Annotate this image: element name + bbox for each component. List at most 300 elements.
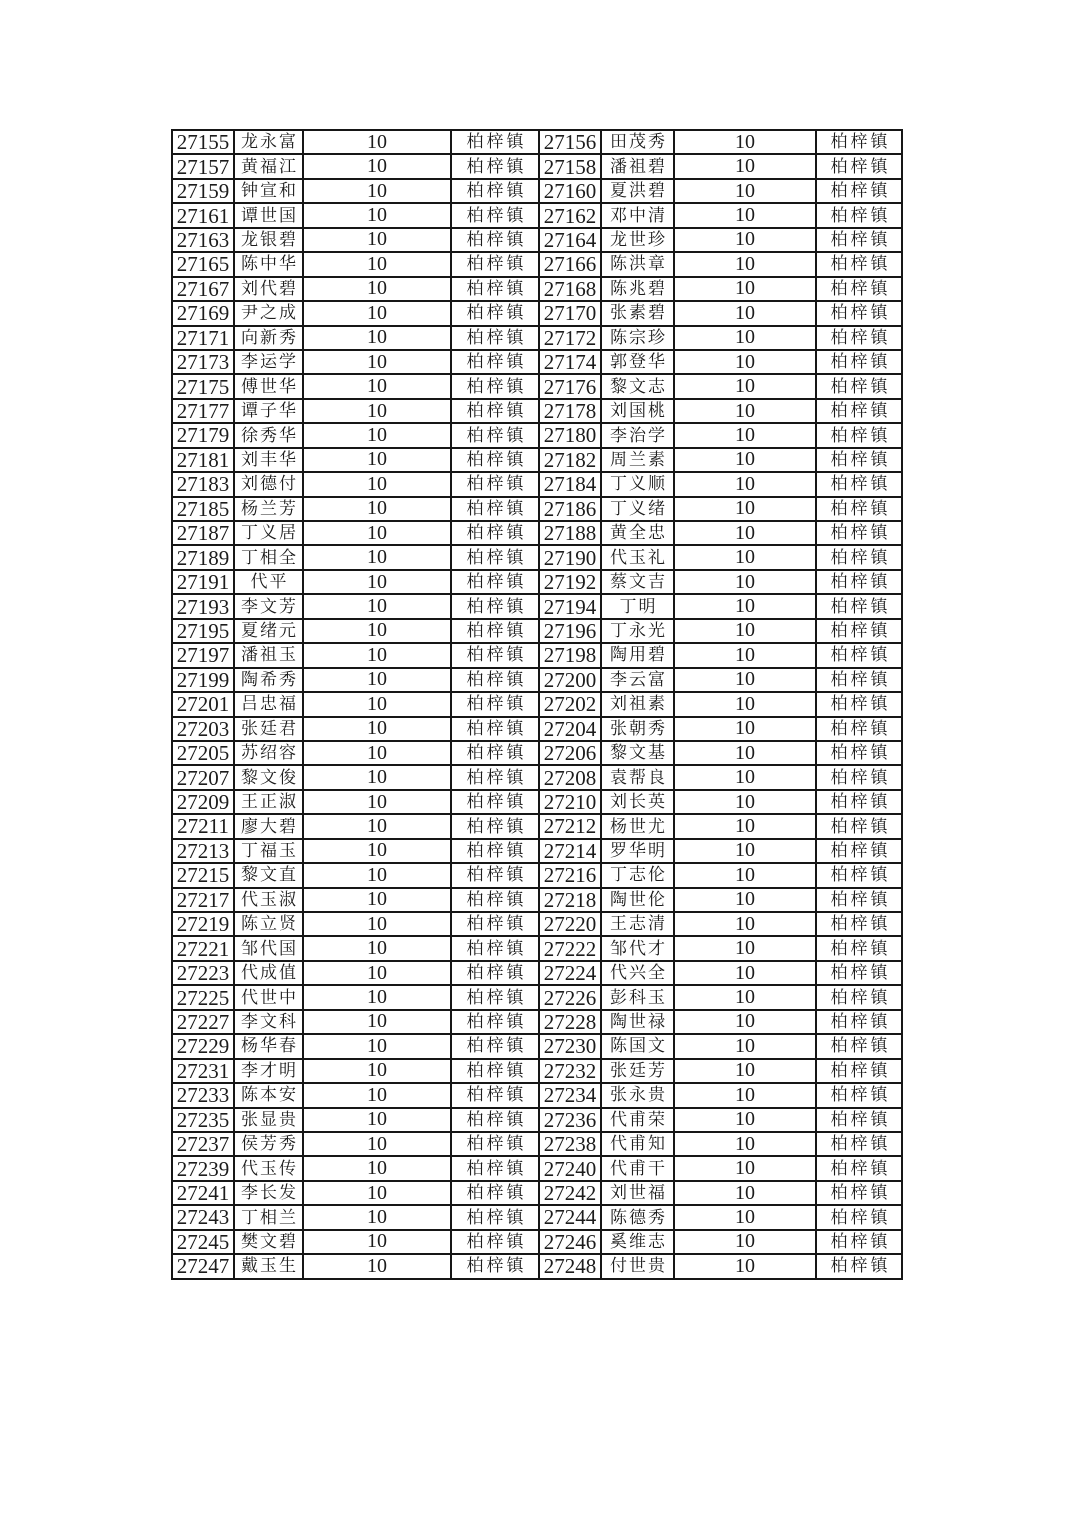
right-record-id-cell: 27236 xyxy=(539,1108,601,1132)
left-record-id-cell: 27181 xyxy=(172,448,234,472)
table-row xyxy=(172,1230,902,1254)
right-town-cell: 柏梓镇 xyxy=(816,1156,902,1180)
right-amount-cell: 10 xyxy=(674,130,816,154)
left-town-cell: 柏梓镇 xyxy=(451,888,539,912)
left-town-cell: 柏梓镇 xyxy=(451,570,539,594)
right-person-name-cell: 邓中清 xyxy=(601,203,674,227)
left-record-id-cell: 27247 xyxy=(172,1254,234,1278)
left-record-id-cell: 27157 xyxy=(172,154,234,178)
left-person-name-cell: 李文芳 xyxy=(234,594,303,618)
left-town-cell: 柏梓镇 xyxy=(451,936,539,960)
right-record-id-cell: 27212 xyxy=(539,814,601,838)
left-amount-cell: 10 xyxy=(303,619,451,643)
right-person-name-cell: 陈兆碧 xyxy=(601,277,674,301)
right-amount-cell: 10 xyxy=(674,277,816,301)
right-person-name-cell: 张朝秀 xyxy=(601,717,674,741)
left-person-name-cell: 樊文碧 xyxy=(234,1230,303,1254)
left-record-id-cell: 27163 xyxy=(172,228,234,252)
right-town-cell: 柏梓镇 xyxy=(816,472,902,496)
right-record-id-cell: 27186 xyxy=(539,497,601,521)
left-town-cell: 柏梓镇 xyxy=(451,350,539,374)
right-amount-cell: 10 xyxy=(674,863,816,887)
left-record-id-cell: 27241 xyxy=(172,1181,234,1205)
right-amount-cell: 10 xyxy=(674,790,816,814)
left-amount-cell: 10 xyxy=(303,668,451,692)
table-row xyxy=(172,1132,902,1156)
left-amount-cell: 10 xyxy=(303,888,451,912)
table-row xyxy=(172,472,902,496)
right-amount-cell: 10 xyxy=(674,545,816,569)
left-person-name-cell: 代玉传 xyxy=(234,1156,303,1180)
left-person-name-cell: 陈立贤 xyxy=(234,912,303,936)
left-amount-cell: 10 xyxy=(303,1083,451,1107)
right-amount-cell: 10 xyxy=(674,570,816,594)
table-row xyxy=(172,448,902,472)
left-amount-cell: 10 xyxy=(303,154,451,178)
left-person-name-cell: 傅世华 xyxy=(234,374,303,398)
right-person-name-cell: 奚维志 xyxy=(601,1230,674,1254)
right-person-name-cell: 丁永光 xyxy=(601,619,674,643)
left-record-id-cell: 27233 xyxy=(172,1083,234,1107)
left-town-cell: 柏梓镇 xyxy=(451,399,539,423)
right-person-name-cell: 龙世珍 xyxy=(601,228,674,252)
right-person-name-cell: 陈宗珍 xyxy=(601,326,674,350)
right-amount-cell: 10 xyxy=(674,399,816,423)
table-row xyxy=(172,545,902,569)
left-record-id-cell: 27235 xyxy=(172,1108,234,1132)
left-town-cell: 柏梓镇 xyxy=(451,765,539,789)
table-row xyxy=(172,1059,902,1083)
left-person-name-cell: 陈中华 xyxy=(234,252,303,276)
right-town-cell: 柏梓镇 xyxy=(816,570,902,594)
left-amount-cell: 10 xyxy=(303,521,451,545)
left-amount-cell: 10 xyxy=(303,1108,451,1132)
right-amount-cell: 10 xyxy=(674,741,816,765)
right-town-cell: 柏梓镇 xyxy=(816,643,902,667)
right-town-cell: 柏梓镇 xyxy=(816,765,902,789)
right-record-id-cell: 27168 xyxy=(539,277,601,301)
right-amount-cell: 10 xyxy=(674,814,816,838)
table-row xyxy=(172,863,902,887)
left-town-cell: 柏梓镇 xyxy=(451,619,539,643)
right-amount-cell: 10 xyxy=(674,448,816,472)
right-town-cell: 柏梓镇 xyxy=(816,1230,902,1254)
left-town-cell: 柏梓镇 xyxy=(451,203,539,227)
left-person-name-cell: 李运学 xyxy=(234,350,303,374)
right-record-id-cell: 27160 xyxy=(539,179,601,203)
right-town-cell: 柏梓镇 xyxy=(816,521,902,545)
right-town-cell: 柏梓镇 xyxy=(816,594,902,618)
right-amount-cell: 10 xyxy=(674,497,816,521)
left-person-name-cell: 代玉淑 xyxy=(234,888,303,912)
left-record-id-cell: 27239 xyxy=(172,1156,234,1180)
left-town-cell: 柏梓镇 xyxy=(451,154,539,178)
left-amount-cell: 10 xyxy=(303,277,451,301)
right-amount-cell: 10 xyxy=(674,985,816,1009)
right-town-cell: 柏梓镇 xyxy=(816,1132,902,1156)
table-row xyxy=(172,374,902,398)
left-person-name-cell: 戴玉生 xyxy=(234,1254,303,1278)
right-person-name-cell: 陈洪章 xyxy=(601,252,674,276)
left-town-cell: 柏梓镇 xyxy=(451,1010,539,1034)
right-amount-cell: 10 xyxy=(674,692,816,716)
table-row xyxy=(172,668,902,692)
left-person-name-cell: 苏绍容 xyxy=(234,741,303,765)
left-town-cell: 柏梓镇 xyxy=(451,985,539,1009)
left-town-cell: 柏梓镇 xyxy=(451,472,539,496)
left-amount-cell: 10 xyxy=(303,692,451,716)
right-amount-cell: 10 xyxy=(674,1205,816,1229)
right-record-id-cell: 27170 xyxy=(539,301,601,325)
left-amount-cell: 10 xyxy=(303,1132,451,1156)
left-record-id-cell: 27171 xyxy=(172,326,234,350)
table-row xyxy=(172,961,902,985)
right-amount-cell: 10 xyxy=(674,1010,816,1034)
table-row xyxy=(172,912,902,936)
table-row xyxy=(172,277,902,301)
left-person-name-cell: 黎文直 xyxy=(234,863,303,887)
left-person-name-cell: 丁福玉 xyxy=(234,839,303,863)
right-person-name-cell: 罗华明 xyxy=(601,839,674,863)
table-row xyxy=(172,839,902,863)
left-amount-cell: 10 xyxy=(303,936,451,960)
right-amount-cell: 10 xyxy=(674,423,816,447)
table-row xyxy=(172,570,902,594)
left-record-id-cell: 27207 xyxy=(172,765,234,789)
left-record-id-cell: 27173 xyxy=(172,350,234,374)
right-amount-cell: 10 xyxy=(674,668,816,692)
right-person-name-cell: 郭登华 xyxy=(601,350,674,374)
left-person-name-cell: 张廷君 xyxy=(234,717,303,741)
right-amount-cell: 10 xyxy=(674,594,816,618)
left-amount-cell: 10 xyxy=(303,863,451,887)
left-record-id-cell: 27169 xyxy=(172,301,234,325)
left-amount-cell: 10 xyxy=(303,1059,451,1083)
left-amount-cell: 10 xyxy=(303,1254,451,1278)
right-person-name-cell: 代兴全 xyxy=(601,961,674,985)
left-amount-cell: 10 xyxy=(303,130,451,154)
right-person-name-cell: 潘祖碧 xyxy=(601,154,674,178)
left-record-id-cell: 27189 xyxy=(172,545,234,569)
left-amount-cell: 10 xyxy=(303,1181,451,1205)
left-amount-cell: 10 xyxy=(303,1156,451,1180)
left-town-cell: 柏梓镇 xyxy=(451,912,539,936)
right-record-id-cell: 27156 xyxy=(539,130,601,154)
right-record-id-cell: 27244 xyxy=(539,1205,601,1229)
left-person-name-cell: 潘祖玉 xyxy=(234,643,303,667)
left-town-cell: 柏梓镇 xyxy=(451,1034,539,1058)
left-amount-cell: 10 xyxy=(303,594,451,618)
table-row xyxy=(172,350,902,374)
table-row xyxy=(172,423,902,447)
left-amount-cell: 10 xyxy=(303,643,451,667)
right-town-cell: 柏梓镇 xyxy=(816,1059,902,1083)
left-person-name-cell: 刘代碧 xyxy=(234,277,303,301)
right-person-name-cell: 张廷芳 xyxy=(601,1059,674,1083)
left-person-name-cell: 谭世国 xyxy=(234,203,303,227)
left-person-name-cell: 丁相全 xyxy=(234,545,303,569)
right-town-cell: 柏梓镇 xyxy=(816,985,902,1009)
right-amount-cell: 10 xyxy=(674,839,816,863)
right-town-cell: 柏梓镇 xyxy=(816,545,902,569)
right-amount-cell: 10 xyxy=(674,765,816,789)
right-record-id-cell: 27158 xyxy=(539,154,601,178)
left-person-name-cell: 代平 xyxy=(234,570,303,594)
right-person-name-cell: 丁明 xyxy=(601,594,674,618)
left-person-name-cell: 代成值 xyxy=(234,961,303,985)
left-person-name-cell: 黎文俊 xyxy=(234,765,303,789)
left-town-cell: 柏梓镇 xyxy=(451,1083,539,1107)
left-record-id-cell: 27193 xyxy=(172,594,234,618)
right-record-id-cell: 27192 xyxy=(539,570,601,594)
table-row xyxy=(172,594,902,618)
left-record-id-cell: 27211 xyxy=(172,814,234,838)
table-row xyxy=(172,1156,902,1180)
left-person-name-cell: 陶希秀 xyxy=(234,668,303,692)
left-amount-cell: 10 xyxy=(303,545,451,569)
right-amount-cell: 10 xyxy=(674,521,816,545)
right-amount-cell: 10 xyxy=(674,961,816,985)
left-amount-cell: 10 xyxy=(303,839,451,863)
right-person-name-cell: 刘国桃 xyxy=(601,399,674,423)
right-record-id-cell: 27182 xyxy=(539,448,601,472)
left-town-cell: 柏梓镇 xyxy=(451,301,539,325)
left-amount-cell: 10 xyxy=(303,765,451,789)
left-amount-cell: 10 xyxy=(303,570,451,594)
right-person-name-cell: 刘祖素 xyxy=(601,692,674,716)
left-amount-cell: 10 xyxy=(303,423,451,447)
left-amount-cell: 10 xyxy=(303,717,451,741)
left-amount-cell: 10 xyxy=(303,814,451,838)
left-record-id-cell: 27221 xyxy=(172,936,234,960)
right-person-name-cell: 田茂秀 xyxy=(601,130,674,154)
table-row xyxy=(172,301,902,325)
left-amount-cell: 10 xyxy=(303,301,451,325)
left-record-id-cell: 27201 xyxy=(172,692,234,716)
right-amount-cell: 10 xyxy=(674,912,816,936)
left-person-name-cell: 侯芳秀 xyxy=(234,1132,303,1156)
right-amount-cell: 10 xyxy=(674,1108,816,1132)
left-town-cell: 柏梓镇 xyxy=(451,741,539,765)
left-town-cell: 柏梓镇 xyxy=(451,374,539,398)
right-record-id-cell: 27188 xyxy=(539,521,601,545)
left-record-id-cell: 27223 xyxy=(172,961,234,985)
left-town-cell: 柏梓镇 xyxy=(451,1205,539,1229)
left-record-id-cell: 27155 xyxy=(172,130,234,154)
left-person-name-cell: 张显贵 xyxy=(234,1108,303,1132)
left-record-id-cell: 27209 xyxy=(172,790,234,814)
left-person-name-cell: 钟宣和 xyxy=(234,179,303,203)
roster-table-body xyxy=(172,130,902,1279)
table-row xyxy=(172,1108,902,1132)
table-row xyxy=(172,1205,902,1229)
left-town-cell: 柏梓镇 xyxy=(451,594,539,618)
right-town-cell: 柏梓镇 xyxy=(816,448,902,472)
left-person-name-cell: 龙银碧 xyxy=(234,228,303,252)
right-town-cell: 柏梓镇 xyxy=(816,912,902,936)
right-town-cell: 柏梓镇 xyxy=(816,1010,902,1034)
left-amount-cell: 10 xyxy=(303,179,451,203)
left-town-cell: 柏梓镇 xyxy=(451,448,539,472)
right-amount-cell: 10 xyxy=(674,1181,816,1205)
table-row xyxy=(172,497,902,521)
left-town-cell: 柏梓镇 xyxy=(451,497,539,521)
right-person-name-cell: 张素碧 xyxy=(601,301,674,325)
left-person-name-cell: 杨华春 xyxy=(234,1034,303,1058)
right-amount-cell: 10 xyxy=(674,1083,816,1107)
table-row xyxy=(172,179,902,203)
left-record-id-cell: 27165 xyxy=(172,252,234,276)
table-row xyxy=(172,326,902,350)
right-record-id-cell: 27238 xyxy=(539,1132,601,1156)
right-person-name-cell: 陈国文 xyxy=(601,1034,674,1058)
left-amount-cell: 10 xyxy=(303,374,451,398)
table-row xyxy=(172,985,902,1009)
left-amount-cell: 10 xyxy=(303,790,451,814)
right-town-cell: 柏梓镇 xyxy=(816,130,902,154)
right-record-id-cell: 27248 xyxy=(539,1254,601,1278)
left-town-cell: 柏梓镇 xyxy=(451,839,539,863)
table-row xyxy=(172,814,902,838)
right-record-id-cell: 27232 xyxy=(539,1059,601,1083)
right-record-id-cell: 27204 xyxy=(539,717,601,741)
right-person-name-cell: 陶世伦 xyxy=(601,888,674,912)
table-row xyxy=(172,936,902,960)
right-amount-cell: 10 xyxy=(674,350,816,374)
table-row xyxy=(172,228,902,252)
left-town-cell: 柏梓镇 xyxy=(451,1181,539,1205)
left-amount-cell: 10 xyxy=(303,326,451,350)
table-row xyxy=(172,643,902,667)
right-town-cell: 柏梓镇 xyxy=(816,1034,902,1058)
right-record-id-cell: 27218 xyxy=(539,888,601,912)
left-town-cell: 柏梓镇 xyxy=(451,228,539,252)
left-person-name-cell: 李才明 xyxy=(234,1059,303,1083)
left-town-cell: 柏梓镇 xyxy=(451,1108,539,1132)
table-row xyxy=(172,252,902,276)
left-town-cell: 柏梓镇 xyxy=(451,1156,539,1180)
right-town-cell: 柏梓镇 xyxy=(816,619,902,643)
right-town-cell: 柏梓镇 xyxy=(816,936,902,960)
left-person-name-cell: 王正淑 xyxy=(234,790,303,814)
left-person-name-cell: 代世中 xyxy=(234,985,303,1009)
left-record-id-cell: 27229 xyxy=(172,1034,234,1058)
left-person-name-cell: 杨兰芳 xyxy=(234,497,303,521)
right-person-name-cell: 丁志伦 xyxy=(601,863,674,887)
right-town-cell: 柏梓镇 xyxy=(816,790,902,814)
right-town-cell: 柏梓镇 xyxy=(816,154,902,178)
left-amount-cell: 10 xyxy=(303,1010,451,1034)
right-town-cell: 柏梓镇 xyxy=(816,717,902,741)
left-town-cell: 柏梓镇 xyxy=(451,961,539,985)
left-amount-cell: 10 xyxy=(303,399,451,423)
right-record-id-cell: 27198 xyxy=(539,643,601,667)
right-amount-cell: 10 xyxy=(674,252,816,276)
left-person-name-cell: 徐秀华 xyxy=(234,423,303,447)
right-amount-cell: 10 xyxy=(674,888,816,912)
right-amount-cell: 10 xyxy=(674,1254,816,1278)
left-town-cell: 柏梓镇 xyxy=(451,326,539,350)
right-town-cell: 柏梓镇 xyxy=(816,399,902,423)
left-person-name-cell: 丁相兰 xyxy=(234,1205,303,1229)
right-record-id-cell: 27214 xyxy=(539,839,601,863)
right-town-cell: 柏梓镇 xyxy=(816,1205,902,1229)
left-amount-cell: 10 xyxy=(303,985,451,1009)
right-town-cell: 柏梓镇 xyxy=(816,814,902,838)
right-town-cell: 柏梓镇 xyxy=(816,668,902,692)
right-record-id-cell: 27196 xyxy=(539,619,601,643)
right-amount-cell: 10 xyxy=(674,228,816,252)
right-town-cell: 柏梓镇 xyxy=(816,741,902,765)
right-person-name-cell: 丁义顺 xyxy=(601,472,674,496)
right-record-id-cell: 27184 xyxy=(539,472,601,496)
right-town-cell: 柏梓镇 xyxy=(816,252,902,276)
left-record-id-cell: 27243 xyxy=(172,1205,234,1229)
table-row xyxy=(172,888,902,912)
left-person-name-cell: 夏绪元 xyxy=(234,619,303,643)
right-person-name-cell: 刘长英 xyxy=(601,790,674,814)
table-row xyxy=(172,1034,902,1058)
left-record-id-cell: 27195 xyxy=(172,619,234,643)
left-record-id-cell: 27183 xyxy=(172,472,234,496)
right-record-id-cell: 27162 xyxy=(539,203,601,227)
right-person-name-cell: 陶用碧 xyxy=(601,643,674,667)
left-town-cell: 柏梓镇 xyxy=(451,668,539,692)
right-record-id-cell: 27224 xyxy=(539,961,601,985)
left-town-cell: 柏梓镇 xyxy=(451,1254,539,1278)
left-town-cell: 柏梓镇 xyxy=(451,130,539,154)
right-town-cell: 柏梓镇 xyxy=(816,1108,902,1132)
right-town-cell: 柏梓镇 xyxy=(816,1083,902,1107)
right-amount-cell: 10 xyxy=(674,1059,816,1083)
left-amount-cell: 10 xyxy=(303,228,451,252)
left-record-id-cell: 27177 xyxy=(172,399,234,423)
right-town-cell: 柏梓镇 xyxy=(816,1254,902,1278)
table-row xyxy=(172,1181,902,1205)
left-amount-cell: 10 xyxy=(303,350,451,374)
right-record-id-cell: 27180 xyxy=(539,423,601,447)
left-amount-cell: 10 xyxy=(303,448,451,472)
right-person-name-cell: 邹代才 xyxy=(601,936,674,960)
right-town-cell: 柏梓镇 xyxy=(816,277,902,301)
left-record-id-cell: 27179 xyxy=(172,423,234,447)
right-record-id-cell: 27200 xyxy=(539,668,601,692)
right-person-name-cell: 代甫荣 xyxy=(601,1108,674,1132)
left-town-cell: 柏梓镇 xyxy=(451,545,539,569)
right-record-id-cell: 27202 xyxy=(539,692,601,716)
right-amount-cell: 10 xyxy=(674,472,816,496)
left-amount-cell: 10 xyxy=(303,472,451,496)
right-amount-cell: 10 xyxy=(674,203,816,227)
left-town-cell: 柏梓镇 xyxy=(451,1230,539,1254)
right-town-cell: 柏梓镇 xyxy=(816,888,902,912)
right-amount-cell: 10 xyxy=(674,1132,816,1156)
table-row xyxy=(172,399,902,423)
right-person-name-cell: 黎文志 xyxy=(601,374,674,398)
left-town-cell: 柏梓镇 xyxy=(451,1059,539,1083)
left-person-name-cell: 李长发 xyxy=(234,1181,303,1205)
left-person-name-cell: 丁义居 xyxy=(234,521,303,545)
table-row xyxy=(172,203,902,227)
left-record-id-cell: 27161 xyxy=(172,203,234,227)
right-person-name-cell: 代甫干 xyxy=(601,1156,674,1180)
right-record-id-cell: 27234 xyxy=(539,1083,601,1107)
right-town-cell: 柏梓镇 xyxy=(816,839,902,863)
left-record-id-cell: 27213 xyxy=(172,839,234,863)
right-record-id-cell: 27194 xyxy=(539,594,601,618)
right-person-name-cell: 黄全忠 xyxy=(601,521,674,545)
left-amount-cell: 10 xyxy=(303,497,451,521)
